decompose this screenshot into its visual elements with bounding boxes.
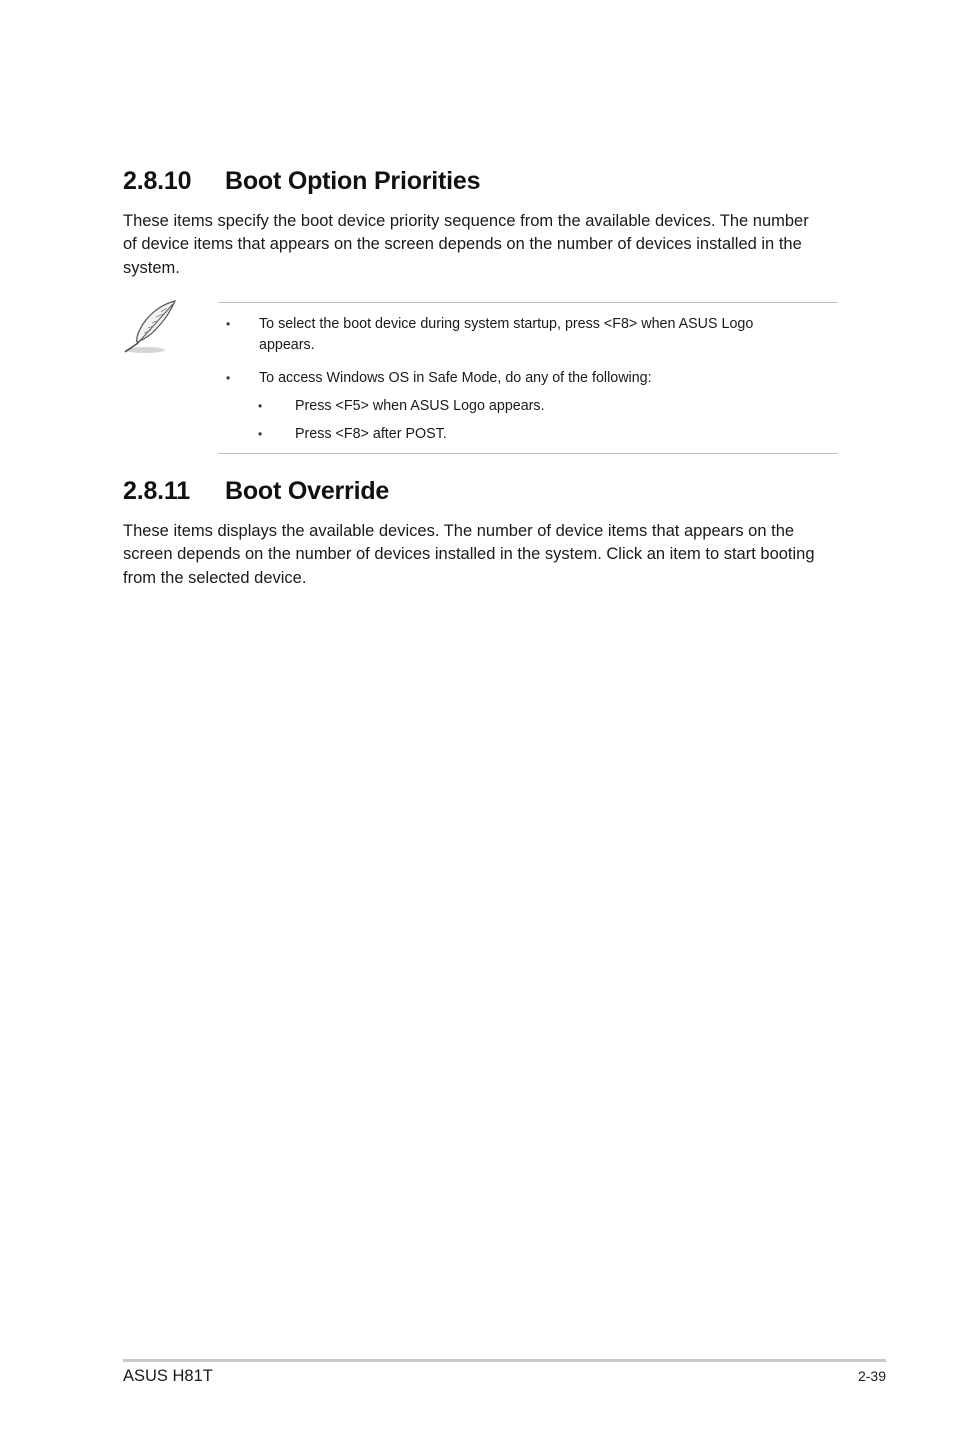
note-item: To access Windows OS in Safe Mode, do any of the following: [259, 370, 652, 386]
section-number: 2.8.11 [123, 477, 190, 505]
footer-page-number: 2-39 [857, 1368, 886, 1384]
bullet: • [226, 317, 231, 331]
section-title: Boot Option Priorities [225, 167, 481, 195]
note-subitem: Press <F8> after POST. [295, 426, 447, 442]
sub-bullet: • [258, 427, 263, 441]
note-subitem: Press <F5> when ASUS Logo appears. [295, 398, 545, 414]
sub-bullet: • [258, 399, 263, 413]
note-feather-icon [121, 298, 181, 358]
section-title: Boot Override [225, 477, 390, 505]
section-body-text: These items displays the available devices. The number of device items that appears on the screen depends on the number of devices installed in the system. Click an item to start booting from the selected device. [123, 522, 815, 587]
section-number: 2.8.10 [123, 167, 192, 195]
section-body-text: These items specify the boot device priority sequence from the available devices. The number of device items that appears on the screen depends on the number of devices installed in the system. [123, 212, 809, 277]
note-item: To select the boot device during system startup, press <F8> when ASUS Logo appears. [259, 316, 754, 353]
footer-product-name: ASUS H81T [123, 1367, 213, 1385]
footer-divider [123, 1359, 886, 1362]
bullet: • [226, 371, 231, 385]
note-box [218, 302, 838, 454]
section-heading-boot-option-priorities [123, 167, 480, 196]
section-heading-boot-override [123, 477, 389, 506]
